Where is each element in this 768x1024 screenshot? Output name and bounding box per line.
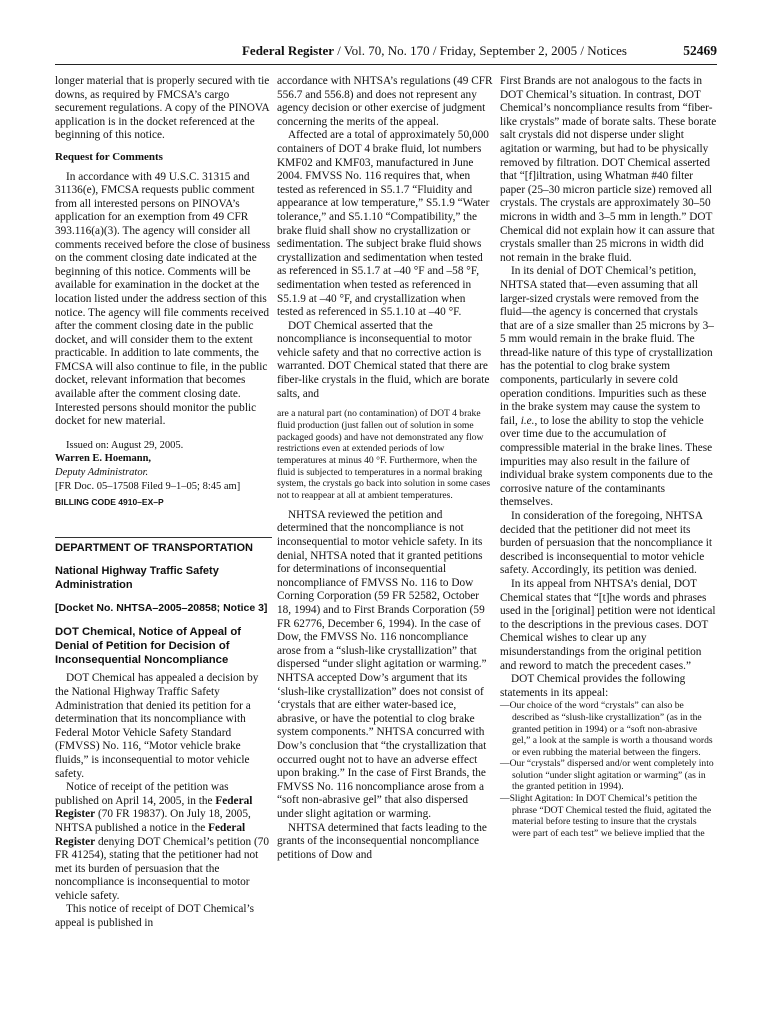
column-1 bbox=[55, 75, 272, 931]
paragraph: In consideration of the foregoing, NHTSA decided that the petitioner did not meet its burden of persuasion that the noncompliance it described is inconsequential to motor vehicle safety. Accordingly, its petition was denied. bbox=[500, 510, 713, 577]
paragraph: In its appeal from NHTSA’s denial, DOT Chemical states that “[t]he words and phrases used in the [original] petition were not identical to the descriptions in the previous cases. DOT Chemical wishes to clear up any misunderstandings from the original petition and reword to match the precedent cases.” bbox=[500, 577, 716, 672]
text-run: , to lose the ability to stop the vehicle over time due to the accumulation of compressible material in the brake lines. These impurities may also result in the failure of individual brake system components due to the corrosive nature of the contaminants themselves. bbox=[500, 414, 713, 509]
signer-title: Deputy Administrator. bbox=[55, 467, 149, 479]
paragraph: NHTSA reviewed the petition and determined that the noncompliance is not inconsequential to motor vehicle safety. In its denial, NHTSA noted that it granted petitions for determinations of inconsequential noncompliance of FMVSS No. 116 to Dow Corning Corporation (59 FR 52582, October 18, 1994) and to First Brands Corporation (59 FR 62776, December 6, 1994). In the case of Dow, the FMVSS No. 116 noncompliance arose from a “slush-like crystallization” that dispersed “under slight agitation or warming.” NHTSA accepted Dow’s argument that its ‘slush-like crystallization” does not consist of ‘crystals that are either water-based ice, abrasive, or have the potential to clog brake system components.” NHTSA concurred with Dow’s conclusion that “the crystallization that occurred ought not to have an adverse effect upon braking.” In the case of First Brands, the FMVSS No. 116 noncompliance arose from a “soft non-abrasive gel” that also dispersed under slight agitation or warming. bbox=[277, 508, 487, 820]
text-run: (70 FR 19837). On July 18, 2005, NHTSA published a notice in the bbox=[55, 808, 251, 834]
text-run: denying DOT Chemical’s petition (70 FR 41254), stating that the petitioner had not met its burden of persuasion that the noncompliance is inconsequential to motor vehicle safety. bbox=[55, 835, 270, 902]
signer-name: Warren E. Hoemann, bbox=[55, 453, 152, 465]
header-rule bbox=[55, 64, 717, 65]
publication-name: Federal Register bbox=[241, 43, 335, 58]
paragraph: longer material that is properly secured with tie downs, as required by FMCSA’s cargo securement regulations. A copy of the PINOVA application is in the docket referenced at the beginning of this notice. bbox=[55, 75, 270, 142]
federal-register-ref: Federal Register bbox=[55, 794, 253, 821]
column-2 bbox=[277, 75, 494, 862]
paragraph: DOT Chemical provides the following statements in its appeal: bbox=[500, 673, 686, 699]
paragraph: Affected are a total of approximately 50,000 containers of DOT 4 brake fluid, lot numbers KMF02 and KMF03, manufactured in June 2004. FMVSS No. 116 requires that, when tested as referenced in S5.1.7 “Fluidity and appearance at low temperature,” S5.1.9 “Water tolerance,” and S5.1.10 “Compatibility,” the brake fluid shall show no crystallization or sedimentation. The subject brake fluid shows crystallization and sedimentation when tested as referenced in S5.1.7 at –40 °F and –58 °F, sedimentation when tested as referenced in S5.1.9 at –40 °F, and crystallization when tested as referenced in S5.1.10 at –40 °F. bbox=[277, 129, 490, 319]
italic-ie: i.e. bbox=[520, 414, 535, 427]
appeal-statement: —Our choice of the word “crystals” can also be described as “slush-like crystallization” (as in the granted petition in 1994) or a “soft non-abrasive gel,” a look at the sample is worth a thousand words or even rubbing the material between the fingers. bbox=[500, 700, 713, 758]
section-heading: Request for Comments bbox=[55, 150, 163, 163]
appeal-statement: —Our “crystals” dispersed and/or went completely into solution “under slight agitation or warming” (as in the granted petition in 1994). bbox=[500, 758, 714, 793]
paragraph: DOT Chemical has appealed a decision by the National Highway Traffic Safety Administration that denied its petition for a determination that its noncompliance with Federal Motor Vehicle Safety Standard (FMVSS) No. 116, “Motor vehicle brake fluids,” is inconsequential to motor vehicle safety. bbox=[55, 672, 259, 780]
running-header bbox=[55, 40, 717, 62]
column-3 bbox=[500, 75, 717, 839]
text-run: Notice of receipt of the petition was published on April 14, 2005, in the bbox=[55, 781, 229, 807]
fr-doc-line: [FR Doc. 05–17508 Filed 9–1–05; 8:45 am] bbox=[55, 480, 241, 492]
block-quote: are a natural part (no contamination) of DOT 4 brake fluid production (just fallen out of solution in some packaged goods) and have not demonstrated any flow restrictions even at extended periods of low temperatures at minus 40 °F. Furthermore, when the fluid is subjected to temperatures in a normal braking system, the crystals go back into solution in some cases not to reappear at all at ambient temperatures. bbox=[277, 408, 491, 502]
paragraph: NHTSA determined that facts leading to the grants of the inconsequential noncompliance petitions of Dow and bbox=[277, 821, 487, 861]
paragraph: This notice of receipt of DOT Chemical’s appeal is published in bbox=[55, 903, 255, 930]
agency-heading: National Highway Traffic Safety Administration bbox=[55, 565, 219, 591]
notice-title: DOT Chemical, Notice of Appeal of Denial of Petition for Decision of Inconsequential Noncompliance bbox=[55, 626, 242, 666]
paragraph bbox=[500, 265, 717, 510]
running-head bbox=[242, 40, 627, 62]
paragraph: First Brands are not analogous to the facts in DOT Chemical’s situation. In contrast, DOT Chemical’s noncompliance results from “fiber-like crystals” made of borate salts. These borate salt crystals did not disperse under slight agitation or warming, but had to be physically removed by filtration. DOT Chemical asserted that “[f]iltration, using Whatman #40 filter paper (25–30 micron particle size) removed all crystals. The crystals are approximately 30–50 microns in width and 3–5 mm in length.” DOT Chemical did not explain how it can assure that crystals smaller than 25 microns in width did not remain in the brake fluid. bbox=[500, 75, 717, 264]
docket-number: [Docket No. NHTSA–2005–20858; Notice 3] bbox=[55, 602, 268, 615]
issued-date: Issued on: August 29, 2005. bbox=[66, 439, 184, 451]
billing-code: BILLING CODE 4910–EX–P bbox=[55, 497, 164, 508]
volume-date: / Vol. 70, No. 170 / Friday, September 2, 2005 / Notices bbox=[334, 43, 627, 58]
department-heading: DEPARTMENT OF TRANSPORTATION bbox=[55, 537, 272, 556]
paragraph: accordance with NHTSA’s regulations (49 CFR 556.7 and 556.8) and does not represent any agency decision or other exercise of judgment concerning the merits of the appeal. bbox=[277, 75, 493, 128]
page-number: 52469 bbox=[683, 43, 717, 58]
appeal-statement: —Slight Agitation: In DOT Chemical’s petition the phrase “DOT Chemical tested the fluid, agitated the material before testing to insure that the crystals were part of each test” we believe implied that the bbox=[500, 793, 712, 839]
paragraph bbox=[55, 781, 272, 903]
paragraph: In accordance with 49 U.S.C. 31315 and 31136(e), FMCSA requests public comment from all interested persons on PINOVA’s application for an exemption from 49 CFR 393.116(a)(3). The agency will consider all comments received before the close of business on the comment closing date indicated at the beginning of this notice. Comments will be available for examination in the docket at the location listed under the address section of this notice. The agency will file comments received after the comment closing date in the public docket, and will consider them to the extent practicable. In addition to late comments, the FMCSA will also continue to file, in the public docket, relevant information that becomes available after the comment closing date. Interested persons should monitor the public docket for new material. bbox=[55, 170, 271, 428]
federal-register-ref: Federal Register bbox=[55, 821, 246, 848]
text-run: In its denial of DOT Chemical’s petition, NHTSA stated that—even assuming that all larger-sized crystals were removed from the fluid—the agency is concerned that crystals that are of a size smaller than 25 microns by 3–5 mm would remain in the brake fluid. The thread-like nature of this type of crystallization has the potential to clog brake system components, particularly in severe cold operation conditions. Impurities such as these in the brake system may cause the system to fail, bbox=[500, 265, 714, 427]
paragraph: DOT Chemical asserted that the noncompliance is inconsequential to motor vehicle safety and that no corrective action is warranted. DOT Chemical stated that there are fiber-like crystals in the fluid, which are borate salts, and bbox=[277, 319, 490, 400]
